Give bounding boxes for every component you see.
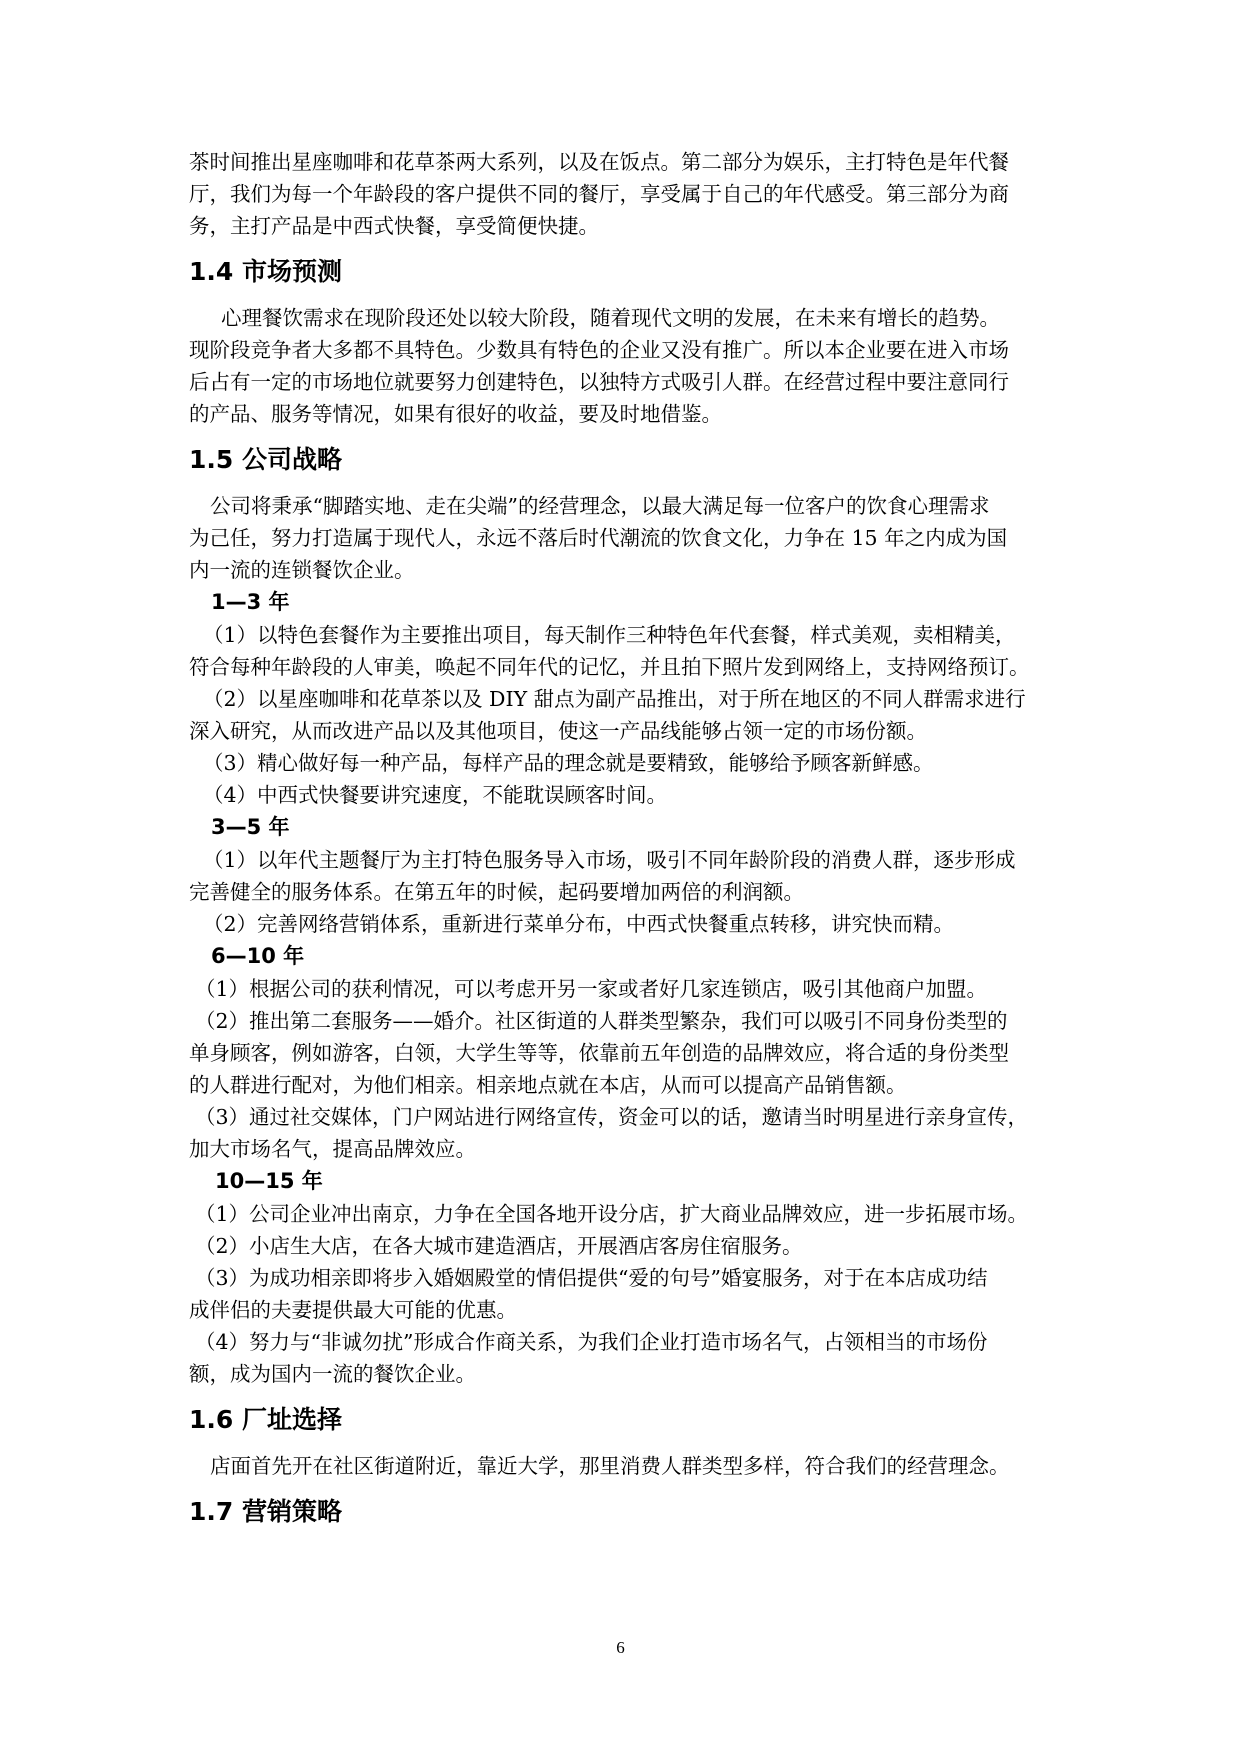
list-item-continuation: 的人群进行配对，为他们相亲。相亲地点就在本店，从而可以提高产品销售额。 xyxy=(189,1073,907,1097)
list-item: （1）公司企业冲出南京，力争在全国各地开设分店，扩大商业品牌效应，进一步拓展市场。 xyxy=(195,1202,1029,1226)
paragraph-line: 店面首先开在社区街道附近，靠近大学，那里消费人群类型多样，符合我们的经营理念。 xyxy=(210,1454,1010,1478)
section-1-5-paragraph xyxy=(189,490,1049,586)
list-item: （2）以星座咖啡和花草茶以及 DIY 甜点为副产品推出，对于所在地区的不同人群需求进行 xyxy=(203,687,1026,711)
list-item: （1）以年代主题餐厅为主打特色服务导入市场，吸引不同年龄阶段的消费人群，逐步形成 xyxy=(203,848,1016,872)
list-item-continuation: 完善健全的服务体系。在第五年的时候，起码要增加两倍的利润额。 xyxy=(189,880,804,904)
paragraph-line: 的产品、服务等情况，如果有很好的收益，要及时地借鉴。 xyxy=(189,402,722,426)
paragraph-line: 现阶段竞争者大多都不具特色。少数具有特色的企业又没有推广。所以本企业要在进入市场 xyxy=(189,338,1009,362)
paragraph-line: 茶时间推出星座咖啡和花草茶两大系列，以及在饭点。第二部分为娱乐，主打特色是年代餐 xyxy=(189,150,1009,174)
paragraph-line: 心理餐饮需求在现阶段还处以较大阶段，随着现代文明的发展，在未来有增长的趋势。 xyxy=(221,306,1000,330)
list-item-continuation: 深入研究，从而改进产品以及其他项目，使这一产品线能够占领一定的市场份额。 xyxy=(189,719,927,743)
list-item: （1）根据公司的获利情况，可以考虑开另一家或者好几家连锁店，吸引其他商户加盟。 xyxy=(195,977,988,1001)
phase-heading-3-5: 3—5 年 xyxy=(211,815,290,839)
list-item: （4）中西式快餐要讲究速度，不能耽误顾客时间。 xyxy=(203,783,668,807)
paragraph-line: 务，主打产品是中西式快餐，享受简便快捷。 xyxy=(189,214,599,238)
list-item: （3）为成功相亲即将步入婚姻殿堂的情侣提供“爱的句号”婚宴服务，对于在本店成功结 xyxy=(195,1266,988,1290)
section-1-6-paragraph xyxy=(189,1450,1049,1482)
list-item-continuation: 单身顾客，例如游客，白领，大学生等等，依靠前五年创造的品牌效应，将合适的身份类型 xyxy=(189,1041,1009,1065)
paragraph-line: 公司将秉承“脚踏实地、走在尖端”的经营理念，以最大满足每一位客户的饮食心理需求 xyxy=(210,494,990,518)
phase-heading-10-15: 10—15 年 xyxy=(215,1169,323,1193)
paragraph-line: 为己任，努力打造属于现代人，永远不落后时代潮流的饮食文化，力争在 15 年之内成为国 xyxy=(189,526,1008,550)
list-item: （3）通过社交媒体，门户网站进行网络宣传，资金可以的话，邀请当时明星进行亲身宣传， xyxy=(195,1105,1029,1129)
phase-10-15-list xyxy=(189,1198,1049,1390)
list-item-continuation: 加大市场名气，提高品牌效应。 xyxy=(189,1137,476,1161)
paragraph-line: 内一流的连锁餐饮企业。 xyxy=(189,558,415,582)
phase-1-3-list xyxy=(189,619,1049,811)
section-heading-1-6: 1.6 厂址选择 xyxy=(189,1405,342,1434)
list-item: （1）以特色套餐作为主要推出项目，每天制作三种特色年代套餐，样式美观，卖相精美， xyxy=(203,623,1016,647)
list-item: （2）小店生大店，在各大城市建造酒店，开展酒店客房住宿服务。 xyxy=(195,1234,803,1258)
page-content xyxy=(189,146,1049,1542)
list-item-continuation: 符合每种年龄段的人审美，唤起不同年代的记忆，并且拍下照片发到网络上，支持网络预订。 xyxy=(189,655,1030,679)
phase-heading-1-3: 1—3 年 xyxy=(211,590,290,614)
phase-3-5-list xyxy=(189,844,1049,940)
page-number: 6 xyxy=(616,1638,625,1657)
list-item-continuation: 成伴侣的夫妻提供最大可能的优惠。 xyxy=(189,1298,517,1322)
list-item: （2）完善网络营销体系，重新进行菜单分布，中西式快餐重点转移，讲究快而精。 xyxy=(203,912,955,936)
list-item: （2）推出第二套服务——婚介。社区街道的人群类型繁杂，我们可以吸引不同身份类型的 xyxy=(195,1009,1008,1033)
section-1-4-paragraph xyxy=(189,302,1049,430)
list-item: （4）努力与“非诚勿扰”形成合作商关系，为我们企业打造市场名气，占领相当的市场份 xyxy=(195,1330,988,1354)
section-heading-1-4: 1.4 市场预测 xyxy=(189,257,342,286)
paragraph-line: 后占有一定的市场地位就要努力创建特色，以独特方式吸引人群。在经营过程中要注意同行 xyxy=(189,370,1009,394)
phase-heading-6-10: 6—10 年 xyxy=(211,944,305,968)
section-heading-1-7: 1.7 营销策略 xyxy=(189,1497,342,1526)
intro-paragraph xyxy=(189,146,1049,242)
list-item-continuation: 额，成为国内一流的餐饮企业。 xyxy=(189,1362,476,1386)
phase-6-10-list xyxy=(189,973,1049,1165)
list-item: （3）精心做好每一种产品，每样产品的理念就是要精致，能够给予顾客新鲜感。 xyxy=(203,751,934,775)
paragraph-line: 厅，我们为每一个年龄段的客户提供不同的餐厅，享受属于自己的年代感受。第三部分为商 xyxy=(189,182,1009,206)
section-heading-1-5: 1.5 公司战略 xyxy=(189,445,342,474)
